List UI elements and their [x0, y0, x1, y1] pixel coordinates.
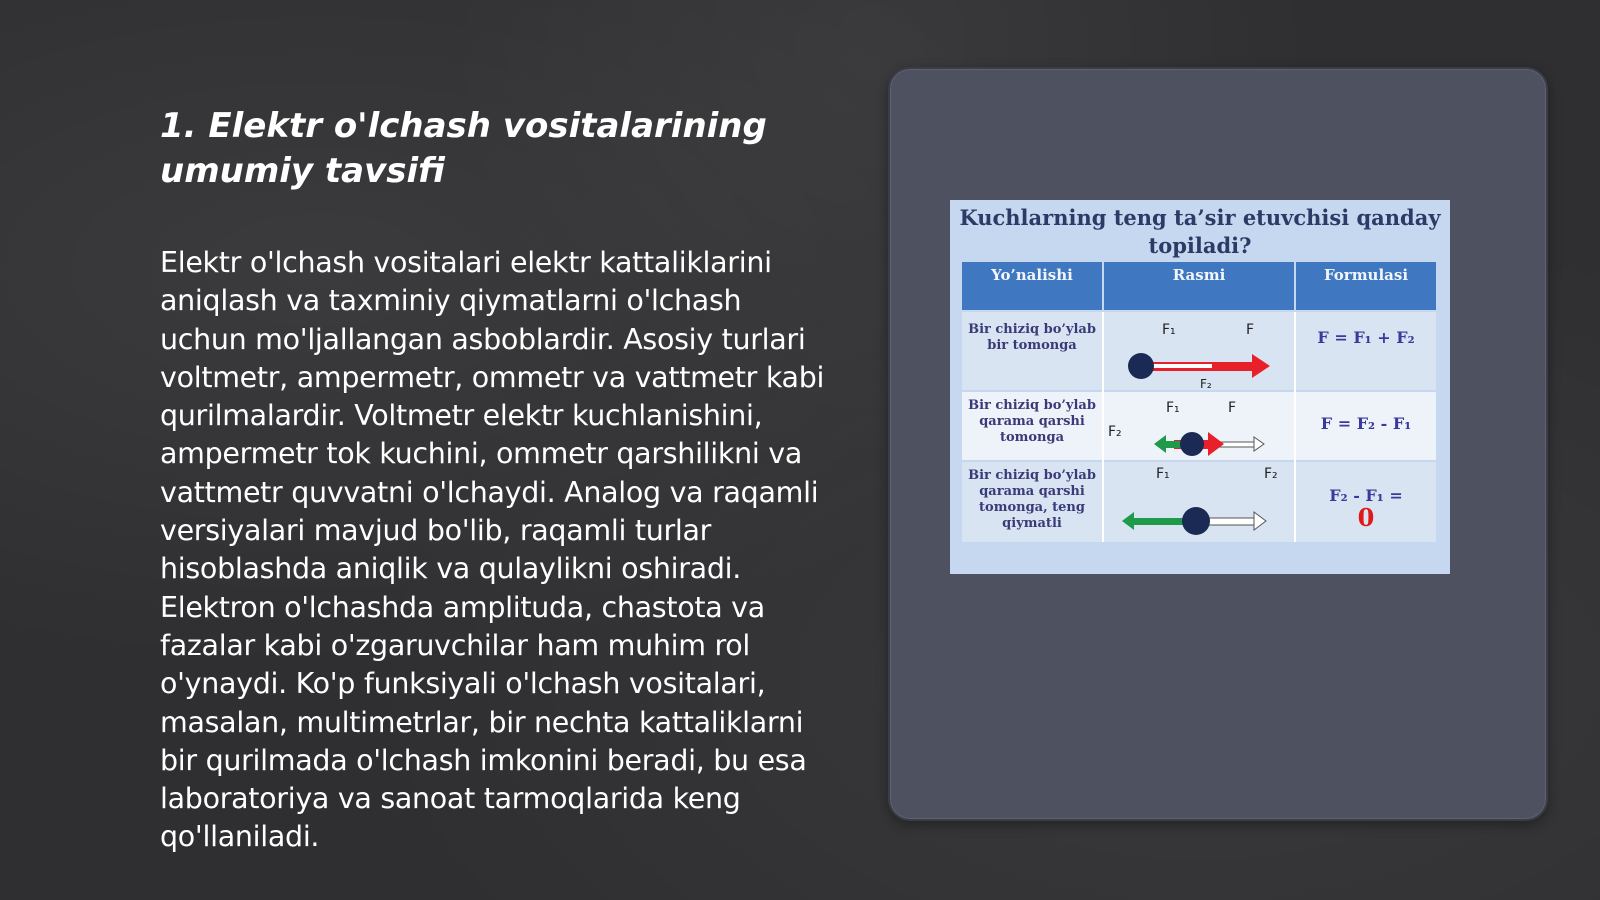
- arrow-red-head: [1208, 432, 1224, 456]
- row2-formula: F = F₂ - F₁: [1320, 414, 1412, 433]
- arrow-white-head: [1254, 512, 1266, 530]
- row1-force-diagram: [1104, 312, 1294, 390]
- label-f: F: [1246, 322, 1255, 338]
- label-f1: F₁: [1156, 466, 1170, 482]
- row1-formula: F = F₁ + F₂: [1317, 328, 1415, 347]
- label-f2: F₂: [1108, 424, 1122, 440]
- arrow-white-head: [1254, 437, 1264, 451]
- label-f2: F₂: [1200, 377, 1212, 390]
- header-formula: Formulasi: [1296, 262, 1436, 310]
- point-ball: [1180, 432, 1204, 456]
- arrow-green-head: [1154, 435, 1166, 453]
- row3-picture: [1104, 462, 1294, 542]
- header-direction: Yo’nalishi: [962, 262, 1102, 310]
- row1-picture: [1104, 312, 1294, 390]
- slide-body-text: Elektr o'lchash vositalari elektr kattaliklarini aniqlash va taxminiy qiymatlarni o'lchash uchun mo'ljallangan asboblardir. Asosiy turlari voltmetr, ampermetr, ommetr va vattmetr kabi qurilmalardir. Voltmetr elektr kuchlanishini, ampermetr tok kuchini, ommetr qarshilikni va vattmetr quvvatni o'lchaydi. Analog va raqamli versiyalari mavjud bo'lib, raqamli turlar hisoblashda aniqlik va qulaylikni oshiradi. Elektron o'lchashda amplituda, chastota va fazalar kabi o'zgaruvchilar ham muhim rol o'ynaydi. Ko'p funksiyali o'lchash vositalari, masalan, multimetrlar, bir nechta kattaliklarni bir qurilmada o'lchash imkonini beradi, bu esa laboratoriya va sanoat tarmoqlarida keng qo'llaniladi.: [160, 246, 825, 854]
- row2-f2-label-svg: [1104, 422, 1134, 442]
- label-f2: F₂: [1264, 466, 1278, 482]
- forces-figure: [950, 200, 1450, 574]
- row1-direction: Bir chiziq bo’ylab bir tomonga: [968, 322, 1096, 353]
- point-ball: [1182, 507, 1210, 535]
- label-f: F: [1228, 400, 1237, 416]
- row3-direction: Bir chiziq bo’ylab qarama qarshi tomonga, teng qiymatli: [968, 468, 1096, 531]
- label-f1: F₁: [1162, 322, 1176, 338]
- row3-formula-text: F₂ - F₁ =: [1329, 486, 1403, 505]
- arrow-green-head: [1122, 512, 1134, 530]
- figure-title: Kuchlarning teng ta’sir etuvchisi qanday topiladi?: [959, 205, 1441, 258]
- row2-direction: Bir chiziq bo’ylab qarama qarshi tomonga: [968, 398, 1096, 445]
- row3-formula-result: 0: [1357, 503, 1375, 532]
- forces-table: [962, 262, 1436, 542]
- header-picture: Rasmi: [1104, 262, 1294, 310]
- label-f1: F₁: [1166, 400, 1180, 416]
- row3-force-diagram: [1104, 462, 1294, 542]
- point-ball: [1128, 353, 1154, 379]
- arrow-red-head: [1252, 354, 1270, 378]
- row3-formula: [1296, 486, 1436, 531]
- slide-title: 1. Elektr o'lchash vositalarining umumiy tavsifi: [160, 106, 767, 191]
